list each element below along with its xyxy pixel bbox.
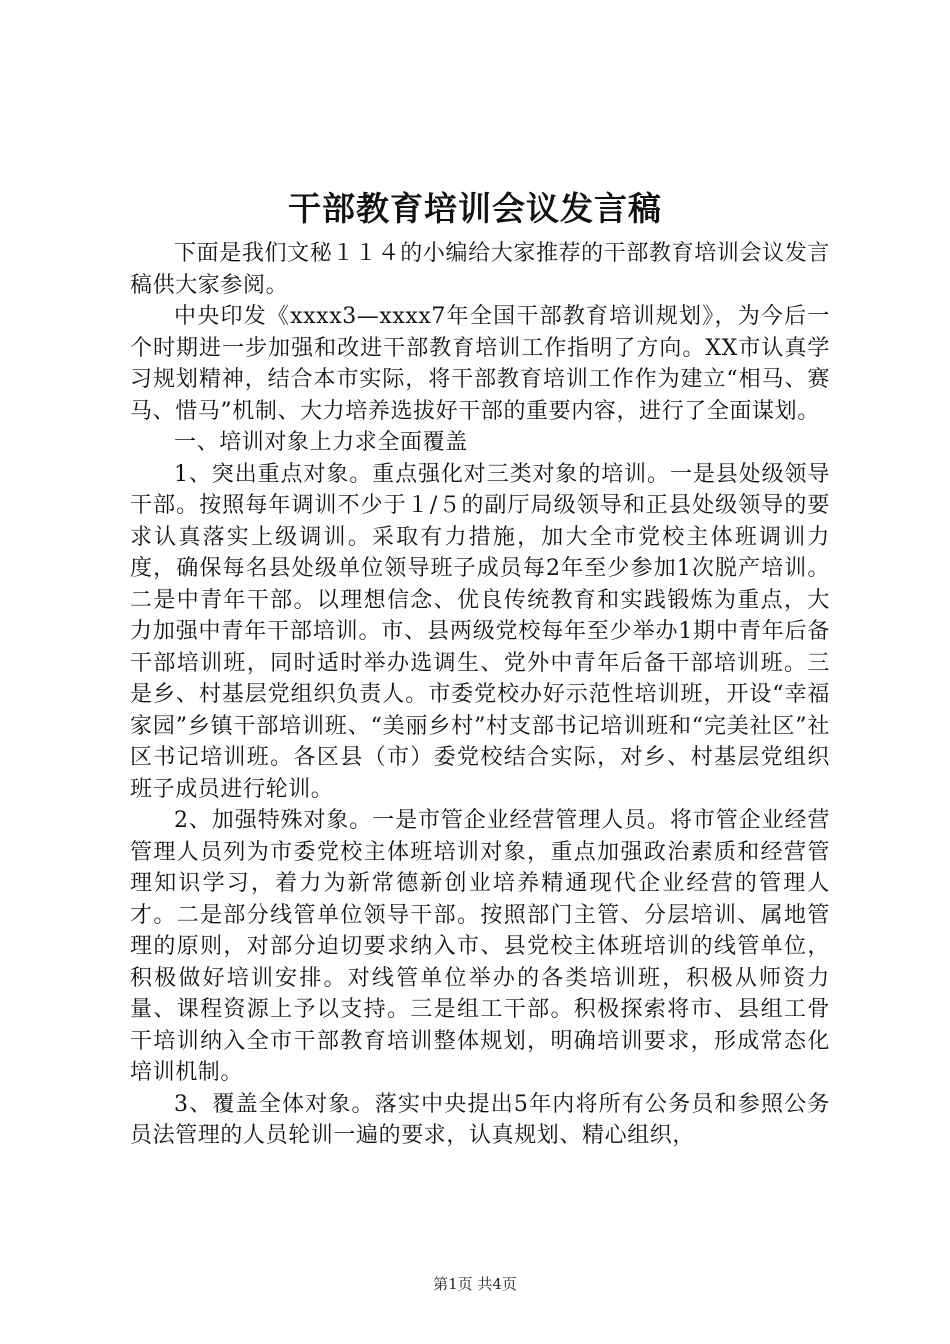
paragraph-plan: 中央印发《xxxx3—xxxx7年全国干部教育培训规划》，为今后一个时期进一步加强和改进干部教育培训工作指明了方向。XX市认真学习规划精神，结合本市实际，将干部教育培训工作作为建立“相马、赛马、惜马”机制、大力培养选拔好干部的重要内容，进行了全面谋划。 bbox=[130, 304, 830, 424]
paragraph-special-targets: 2、加强特殊对象。一是市管企业经营管理人员。将市管企业经营管理人员列为市委党校主体班培训对象，重点加强政治素质和经营管理知识学习，着力为新常德新创业培养精通现代企业经营的管理人才。二是部分线管单位领导干部。按照部门主管、分层培训、属地管理的原则，对部分迫切要求纳入市、县党校主体班培训的线管单位，积极做好培训安排。对线管单位举办的各类培训班，积极从师资力量、课程资源上予以支持。三是组工干部。积极探索将市、县组工骨干培训纳入全市干部教育培训整体规划，明确培训要求，形成常态化培训机制。 bbox=[130, 808, 830, 1085]
section-heading-1: 一、培训对象上力求全面覆盖 bbox=[174, 430, 468, 455]
paragraph-intro: 下面是我们文秘１１４的小编给大家推荐的干部教育培训会议发言稿供大家参阅。 bbox=[130, 241, 830, 298]
paragraph-key-targets: 1、突出重点对象。重点强化对三类对象的培训。一是县处级领导干部。按照每年调训不少于１/５的副厅局级领导和正县处级领导的要求认真落实上级调训。采取有力措施，加大全市党校主体班调训力度，确保每名县处级单位领导班子成员每2年至少参加1次脱产培训。二是中青年干部。以理想信念、优良传统教育和实践锻炼为重点，大力加强中青年干部培训。市、县两级党校每年至少举办1期中青年后备干部培训班，同时适时举办选调生、党外中青年后备干部培训班。三是乡、村基层党组织负责人。市委党校办好示范性培训班，开设“幸福家园”乡镇干部培训班、“美丽乡村”村支部书记培训班和“完美社区”社区书记培训班。各区县（市）委党校结合实际，对乡、村基层党组织班子成员进行轮训。 bbox=[130, 461, 830, 802]
paragraph-all-targets: 3、覆盖全体对象。落实中央提出5年内将所有公务员和参照公务员法管理的人员轮训一遍的要求，认真规划、精心组织， bbox=[130, 1091, 830, 1148]
page-footer: 第1页 共4页 bbox=[433, 1275, 517, 1293]
document-title: 干部教育培训会议发言稿 bbox=[288, 189, 662, 228]
document-body bbox=[130, 238, 830, 1152]
